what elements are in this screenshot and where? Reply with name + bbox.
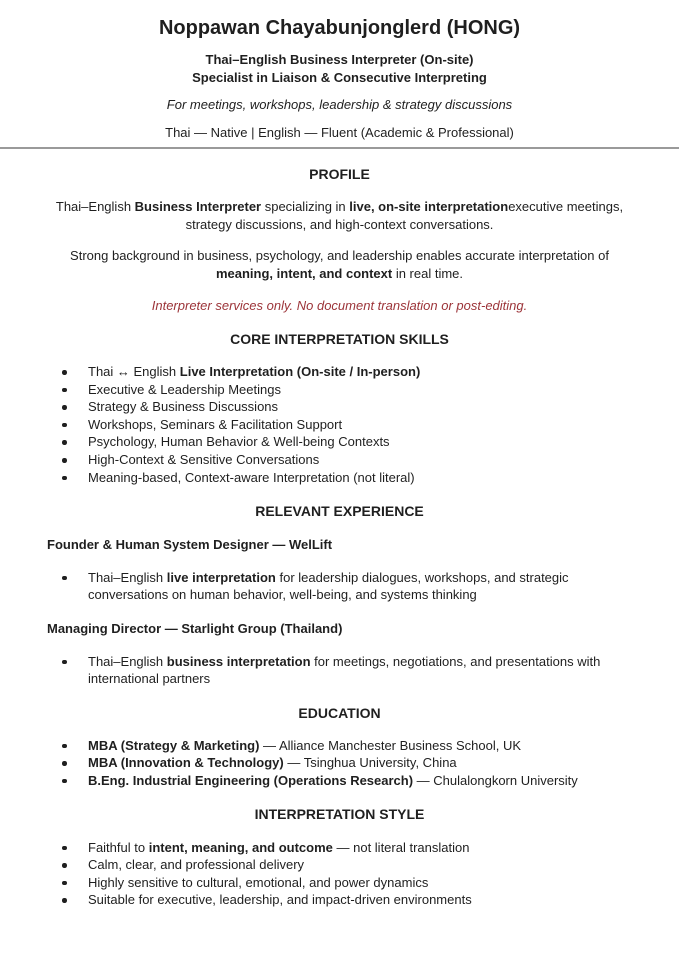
text-segment: in real time. xyxy=(392,266,464,282)
bullet-item xyxy=(47,653,632,688)
text-segment: Highly sensitive to cultural, emotional, and power dynamics xyxy=(88,874,429,890)
section-interpretation-style xyxy=(47,805,632,908)
section-core-interpretation-skills xyxy=(47,330,632,486)
text-segment: Suitable for executive, leadership, and impact-driven environments xyxy=(88,892,472,908)
bullet-list xyxy=(47,363,632,486)
section-heading-interpretation-style: INTERPRETATION STYLE xyxy=(254,806,425,823)
text-segment: Calm, clear, and professional delivery xyxy=(88,857,305,873)
text-segment: — Alliance Manchester Business School, UK xyxy=(259,737,522,753)
text-segment: — Chulalongkorn University xyxy=(413,772,578,788)
section-education xyxy=(47,704,632,790)
text-segment: Managing Director — Starlight Group (Thailand) xyxy=(47,620,343,636)
text-segment: Interpreter services only. No document translation or post-editing. xyxy=(151,297,528,313)
role-subtitle xyxy=(47,51,632,86)
bullet-item xyxy=(47,754,632,772)
bullet-item xyxy=(47,891,632,909)
bullet-item xyxy=(47,839,632,857)
text-segment: High-Context & Sensitive Conversations xyxy=(88,452,320,468)
section-profile xyxy=(47,165,632,314)
text-segment: Thai–English xyxy=(88,569,167,585)
text-segment: — Tsinghua University, China xyxy=(283,755,457,771)
section-heading-education: EDUCATION xyxy=(298,704,381,721)
text-segment: meaning, intent, and context xyxy=(215,266,393,282)
text-segment: Business Interpreter xyxy=(134,199,262,215)
section-heading-relevant-experience: RELEVANT EXPERIENCE xyxy=(255,503,424,520)
section-relevant-experience xyxy=(47,502,632,687)
text-segment: for meetings, negotiations, and presentations with international partners xyxy=(88,653,601,687)
bullet-list xyxy=(47,737,632,790)
paragraph xyxy=(47,297,632,315)
text-segment: Psychology, Human Behavior & Well-being Contexts xyxy=(88,434,390,450)
bullet-item xyxy=(47,737,632,755)
resume-body xyxy=(0,165,679,943)
section-heading-profile: PROFILE xyxy=(309,166,370,183)
text-segment: MBA (Strategy & Marketing) xyxy=(88,737,260,753)
text-segment: executive meetings, strategy discussions, and high-context conversations. xyxy=(185,199,624,232)
text-segment: Workshops, Seminars & Facilitation Support xyxy=(88,416,343,432)
text-segment: MBA (Innovation & Technology) xyxy=(88,755,284,771)
bullet-item xyxy=(47,398,632,416)
text-segment: Faithful to xyxy=(88,839,149,855)
text-segment: Thai–English xyxy=(88,653,167,669)
text-segment: Strategy & Business Discussions xyxy=(88,399,279,415)
section-heading-core-interpretation-skills: CORE INTERPRETATION SKILLS xyxy=(230,331,449,348)
text-segment: Meaning-based, Context-aware Interpretation (not literal) xyxy=(88,469,415,485)
header-divider xyxy=(0,147,679,149)
job-title xyxy=(47,620,632,638)
bullet-item xyxy=(47,451,632,469)
bullet-list xyxy=(47,839,632,909)
bullet-list xyxy=(47,653,632,688)
bullet-item xyxy=(47,416,632,434)
bullet-item xyxy=(47,469,632,487)
bullet-item xyxy=(47,433,632,451)
person-name: Noppawan Chayabunjonglerd (HONG) xyxy=(158,17,521,39)
bullet-item xyxy=(47,381,632,399)
text-segment: intent, meaning, and outcome xyxy=(148,839,333,855)
bullet-item xyxy=(47,874,632,892)
bullet-item xyxy=(47,856,632,874)
resume-header xyxy=(0,15,679,141)
text-segment: Live Interpretation (On-site / In-person) xyxy=(179,364,421,380)
paragraph xyxy=(47,198,632,233)
tagline: For meetings, workshops, leadership & strategy discussions xyxy=(166,97,513,113)
text-segment: specializing in xyxy=(261,199,350,215)
text-segment: Strong background in business, psychology, and leadership enables accurate interpretation of xyxy=(70,248,609,264)
text-segment: business interpretation xyxy=(166,653,311,669)
paragraph xyxy=(47,247,632,282)
text-segment: live, on-site interpretation xyxy=(349,199,509,215)
job-title xyxy=(47,536,632,554)
bullet-list xyxy=(47,569,632,604)
text-segment: Thai ↔ English xyxy=(88,364,180,380)
role-subtitle-line-1: Thai–English Business Interpreter (On-site) xyxy=(205,52,474,67)
bullet-item xyxy=(47,772,632,790)
text-segment: B.Eng. Industrial Engineering (Operations Research) xyxy=(88,772,414,788)
role-subtitle-line-2: Specialist in Liaison & Consecutive Interpreting xyxy=(192,69,487,85)
bullet-item xyxy=(47,363,632,381)
text-segment: Founder & Human System Designer — WelLift xyxy=(47,537,333,553)
text-segment: live interpretation xyxy=(166,569,276,585)
text-segment: for leadership dialogues, workshops, and strategic conversations on human behavior, well-being, and systems thinking xyxy=(88,569,569,603)
bullet-item xyxy=(47,569,632,604)
text-segment: — not literal translation xyxy=(332,839,470,855)
text-segment: Executive & Leadership Meetings xyxy=(88,381,281,397)
languages-line: Thai — Native | English — Fluent (Academic & Professional) xyxy=(165,124,514,140)
text-segment: Thai–English xyxy=(55,199,135,215)
